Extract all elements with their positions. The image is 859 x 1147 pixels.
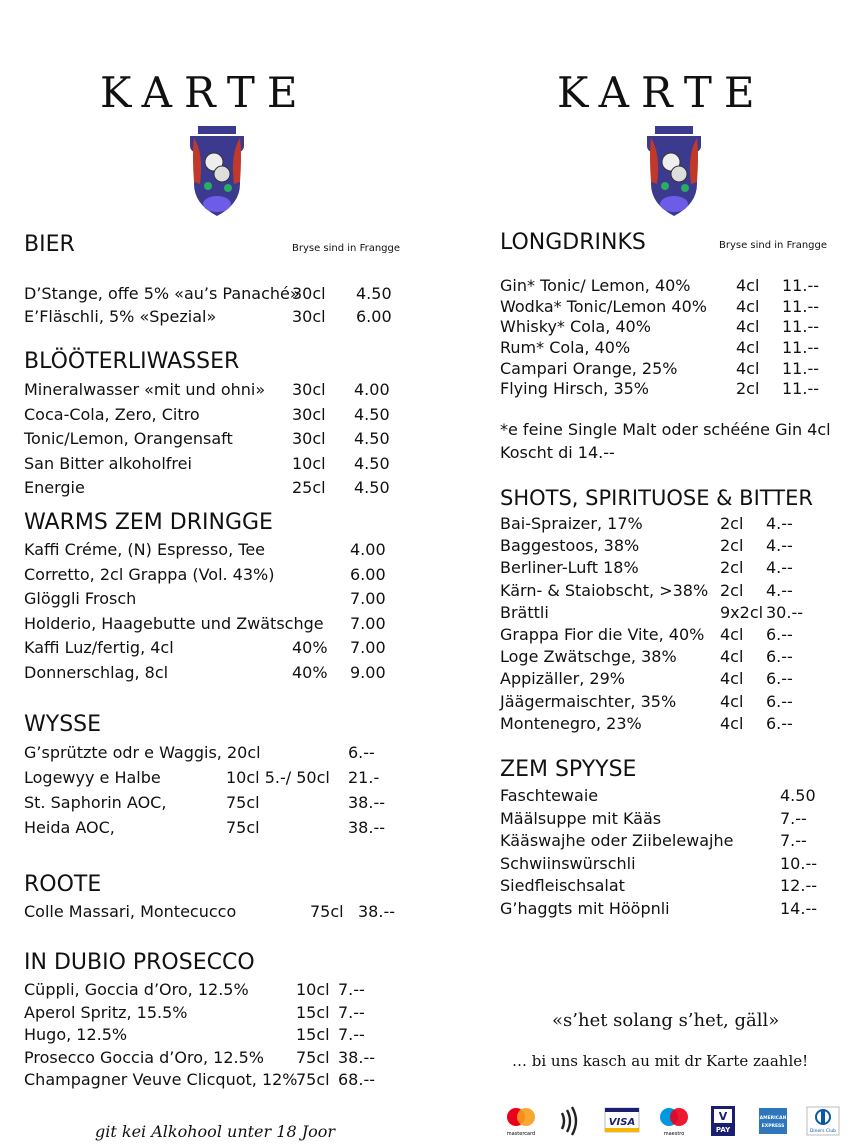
item-name: Coca-Cola, Zero, Citro: [24, 404, 200, 424]
item-name: Whisky* Cola, 40%: [500, 317, 651, 337]
item-price: 6.00: [356, 307, 392, 326]
menu-title: KARTE: [557, 68, 767, 118]
diners-label: Diners Club: [809, 1129, 837, 1134]
item-name: E’Fläschli, 5% «Spezial»: [24, 307, 217, 326]
item-price: 4.--: [766, 536, 793, 556]
item-size: 75cl: [226, 818, 260, 837]
maestro-icon: [657, 1104, 691, 1138]
item-price: 12.--: [780, 876, 817, 896]
item-price: 6.--: [766, 647, 793, 667]
item-size: 75cl: [296, 1070, 330, 1089]
club-crest-logo: [184, 124, 250, 220]
section-heading-bier: BIER: [24, 232, 75, 257]
mastercard-label: mastercard: [506, 1131, 536, 1137]
item-price: 7.--: [338, 980, 365, 999]
item-price: 4.50: [356, 284, 392, 303]
item-price: 11.--: [782, 317, 819, 337]
item-price: 11.--: [782, 296, 819, 316]
menu-title: KARTE: [100, 68, 310, 118]
item-price: 7.--: [338, 1025, 365, 1044]
item-price: 6.--: [348, 743, 375, 762]
item-price: 6.--: [766, 691, 793, 711]
item-size: 2cl: [720, 558, 744, 578]
item-name: Corretto, 2cl Grappa (Vol. 43%): [24, 564, 275, 584]
item-price: 4.00: [354, 380, 390, 399]
item-price: 4.50: [354, 429, 390, 448]
item-name: Siedfleischsalat: [500, 876, 625, 896]
item-name: Loge Zwätschge, 38%: [500, 647, 677, 667]
item-name: Holderio, Haagebutte und Zwätschge: [24, 613, 324, 633]
item-name: Mineralwasser «mit und ohni»: [24, 380, 266, 399]
item-name: Campari Orange, 25%: [500, 358, 678, 378]
item-size: 9x2cl: [720, 602, 764, 622]
item-name: Hugo, 12.5%: [24, 1025, 128, 1044]
longdrinks-footnote: [500, 418, 850, 464]
item-price: 68.--: [338, 1070, 375, 1089]
item-name: Logewyy e Halbe: [24, 768, 161, 787]
item-name: Grappa Fior die Vite, 40%: [500, 624, 705, 644]
item-price: 4.50: [354, 404, 390, 424]
item-name: G’sprützte odr e Waggis, 20cl: [24, 743, 261, 762]
item-price: 21.-: [348, 768, 380, 787]
item-size: 30cl: [292, 284, 326, 303]
item-name: Brättli: [500, 602, 549, 622]
item-name: Appizäller, 29%: [500, 669, 625, 689]
item-name: Aperol Spritz, 15.5%: [24, 1002, 188, 1022]
amex-icon: [758, 1104, 788, 1138]
item-name: Flying Hirsch, 35%: [500, 379, 650, 399]
visa-label: VISA: [608, 1117, 636, 1128]
item-name: Colle Massari, Montecucco: [24, 902, 237, 921]
item-price: 14.--: [780, 898, 817, 918]
footnote-line: *e feine Single Malt oder schééne Gin 4cl: [500, 420, 831, 439]
diners-club-icon: [806, 1104, 840, 1138]
item-name: D’Stange, offe 5% «au’s Panaché»: [24, 284, 300, 303]
item-size: 4cl: [720, 647, 744, 667]
item-size: 10cl: [292, 453, 326, 473]
item-price: 10.--: [780, 853, 817, 873]
item-price: 6.--: [766, 669, 793, 689]
item-name: Berliner-Luft 18%: [500, 558, 639, 578]
item-size: 2cl: [720, 514, 744, 533]
svg-text:V: V: [718, 1110, 728, 1123]
item-size: 30cl: [292, 429, 326, 448]
item-name: Bai-Spraizer, 17%: [500, 514, 643, 533]
footnote-line: Koscht di 14.--: [500, 443, 615, 462]
section-heading-spyyse: ZEM SPYYSE: [500, 757, 637, 782]
item-name: Kääswajhe oder Ziibelewajhe: [500, 831, 734, 851]
visa-icon: [604, 1104, 640, 1138]
svg-text:AMERICAN: AMERICAN: [759, 1116, 787, 1121]
section-heading-longdrinks: LONGDRINKS: [500, 230, 646, 255]
section-heading-shots: SHOTS, SPIRITUOSE & BITTER: [500, 486, 813, 510]
item-price: 4.00: [350, 540, 386, 559]
item-name: Wodka* Tonic/Lemon 40%: [500, 296, 707, 316]
item-size: 4cl: [720, 713, 744, 733]
item-price: 4.50: [354, 453, 390, 473]
item-name: Kaffi Créme, (N) Espresso, Tee: [24, 540, 265, 559]
item-price: 4.--: [766, 514, 793, 533]
section-heading-warms: WARMS ZEM DRINGGE: [24, 510, 273, 535]
item-price: 7.00: [350, 638, 386, 657]
item-size: 15cl: [296, 1025, 330, 1044]
item-size: 2cl: [720, 536, 744, 556]
vpay-icon: [710, 1104, 736, 1138]
item-price: 4.50: [354, 478, 390, 497]
item-size: 75cl: [296, 1047, 330, 1067]
item-size: 30cl: [292, 307, 326, 326]
item-name: Kaffi Luz/fertig, 4cl: [24, 638, 174, 657]
closing-quote: «s’het solang s’het, gäll»: [552, 1010, 780, 1031]
contactless-icon: [556, 1104, 584, 1138]
item-size: 30cl: [292, 380, 326, 399]
item-price: 4.50: [780, 786, 816, 805]
item-size: 4cl: [720, 691, 744, 711]
section-heading-blooeterliwasser: BLÖÖTERLIWASSER: [24, 349, 240, 374]
item-name: Baggestoos, 38%: [500, 536, 640, 556]
item-name: Champagner Veuve Clicquot, 12%: [24, 1070, 298, 1089]
item-price: 4.--: [766, 580, 793, 600]
item-price: 38.--: [358, 902, 395, 921]
item-name: Jäägermaischter, 35%: [500, 691, 677, 711]
item-size: 2cl: [720, 580, 744, 600]
item-price: 7.00: [350, 589, 386, 608]
item-name: Rum* Cola, 40%: [500, 338, 631, 358]
item-name: Glöggli Frosch: [24, 589, 137, 608]
item-name: Schwiinswürschli: [500, 853, 636, 873]
item-size: 4cl: [736, 338, 760, 358]
item-price: 7.--: [338, 1002, 365, 1022]
item-price: 11.--: [782, 379, 819, 399]
item-name: Cüppli, Goccia d’Oro, 12.5%: [24, 980, 249, 999]
item-size: 4cl: [736, 296, 760, 316]
item-price: 38.--: [348, 793, 385, 812]
item-price: 4.--: [766, 558, 793, 578]
item-price: 6.--: [766, 624, 793, 644]
item-price: 11.--: [782, 276, 819, 295]
mastercard-icon: [504, 1104, 538, 1138]
price-currency-note: Bryse sind in Frangge: [719, 240, 828, 251]
item-price: 9.00: [350, 662, 386, 682]
vpay-label: PAY: [715, 1126, 731, 1134]
item-size: 15cl: [296, 1002, 330, 1022]
svg-text:EXPRESS: EXPRESS: [761, 1124, 785, 1129]
item-name: Donnerschlag, 8cl: [24, 662, 169, 682]
item-size: 2cl: [736, 379, 760, 399]
item-price: 7.00: [350, 613, 386, 633]
item-size: 4cl: [736, 317, 760, 337]
maestro-label: maestro: [663, 1131, 685, 1137]
item-name: Gin* Tonic/ Lemon, 40%: [500, 276, 691, 295]
item-name: Energie: [24, 478, 85, 497]
item-price: 38.--: [338, 1047, 375, 1067]
item-size: 75cl: [226, 793, 260, 812]
item-size: 75cl: [310, 902, 344, 921]
item-size: 4cl: [736, 358, 760, 378]
price-currency-note: Bryse sind in Frangge: [292, 243, 401, 254]
item-price: 6.--: [766, 713, 793, 733]
item-price: 11.--: [782, 358, 819, 378]
section-heading-wysse: WYSSE: [24, 712, 102, 737]
item-price: 11.--: [782, 338, 819, 358]
item-size: 4cl: [736, 276, 760, 295]
item-size: 30cl: [292, 404, 326, 424]
item-name: Prosecco Goccia d’Oro, 12.5%: [24, 1047, 264, 1067]
item-name: San Bitter alkoholfrei: [24, 453, 192, 473]
item-price: 30.--: [766, 602, 803, 622]
item-size: 25cl: [292, 478, 326, 497]
item-price: 7.--: [780, 831, 807, 851]
item-size: 40%: [292, 662, 328, 682]
item-size: 40%: [292, 638, 328, 657]
item-size: 4cl: [720, 669, 744, 689]
card-payment-note: … bi uns kasch au mit dr Karte zaahle!: [512, 1052, 809, 1070]
item-price: 6.00: [350, 564, 386, 584]
item-size: 10cl 5.-/ 50cl: [226, 768, 330, 787]
item-price: 38.--: [348, 818, 385, 837]
item-name: Tonic/Lemon, Orangensaft: [24, 429, 233, 448]
item-size: 10cl: [296, 980, 330, 999]
section-heading-roote: ROOTE: [24, 872, 102, 897]
item-price: 7.--: [780, 808, 807, 828]
section-heading-prosecco: IN DUBIO PROSECCO: [24, 950, 255, 975]
item-name: G’haggts mit Hööрnli: [500, 898, 670, 918]
age-restriction-note: git kei Alkohool unter 18 Joor: [95, 1122, 336, 1141]
club-crest-logo: [641, 124, 707, 220]
item-name: Montenegro, 23%: [500, 713, 642, 733]
item-size: 4cl: [720, 624, 744, 644]
item-name: St. Saphorin AOC,: [24, 793, 167, 812]
item-name: Faschtewaie: [500, 786, 599, 805]
item-name: Määlsuppe mit Kääs: [500, 808, 662, 828]
item-name: Kärn- & Staiobscht, >38%: [500, 580, 709, 600]
item-name: Heida AOC,: [24, 818, 115, 837]
